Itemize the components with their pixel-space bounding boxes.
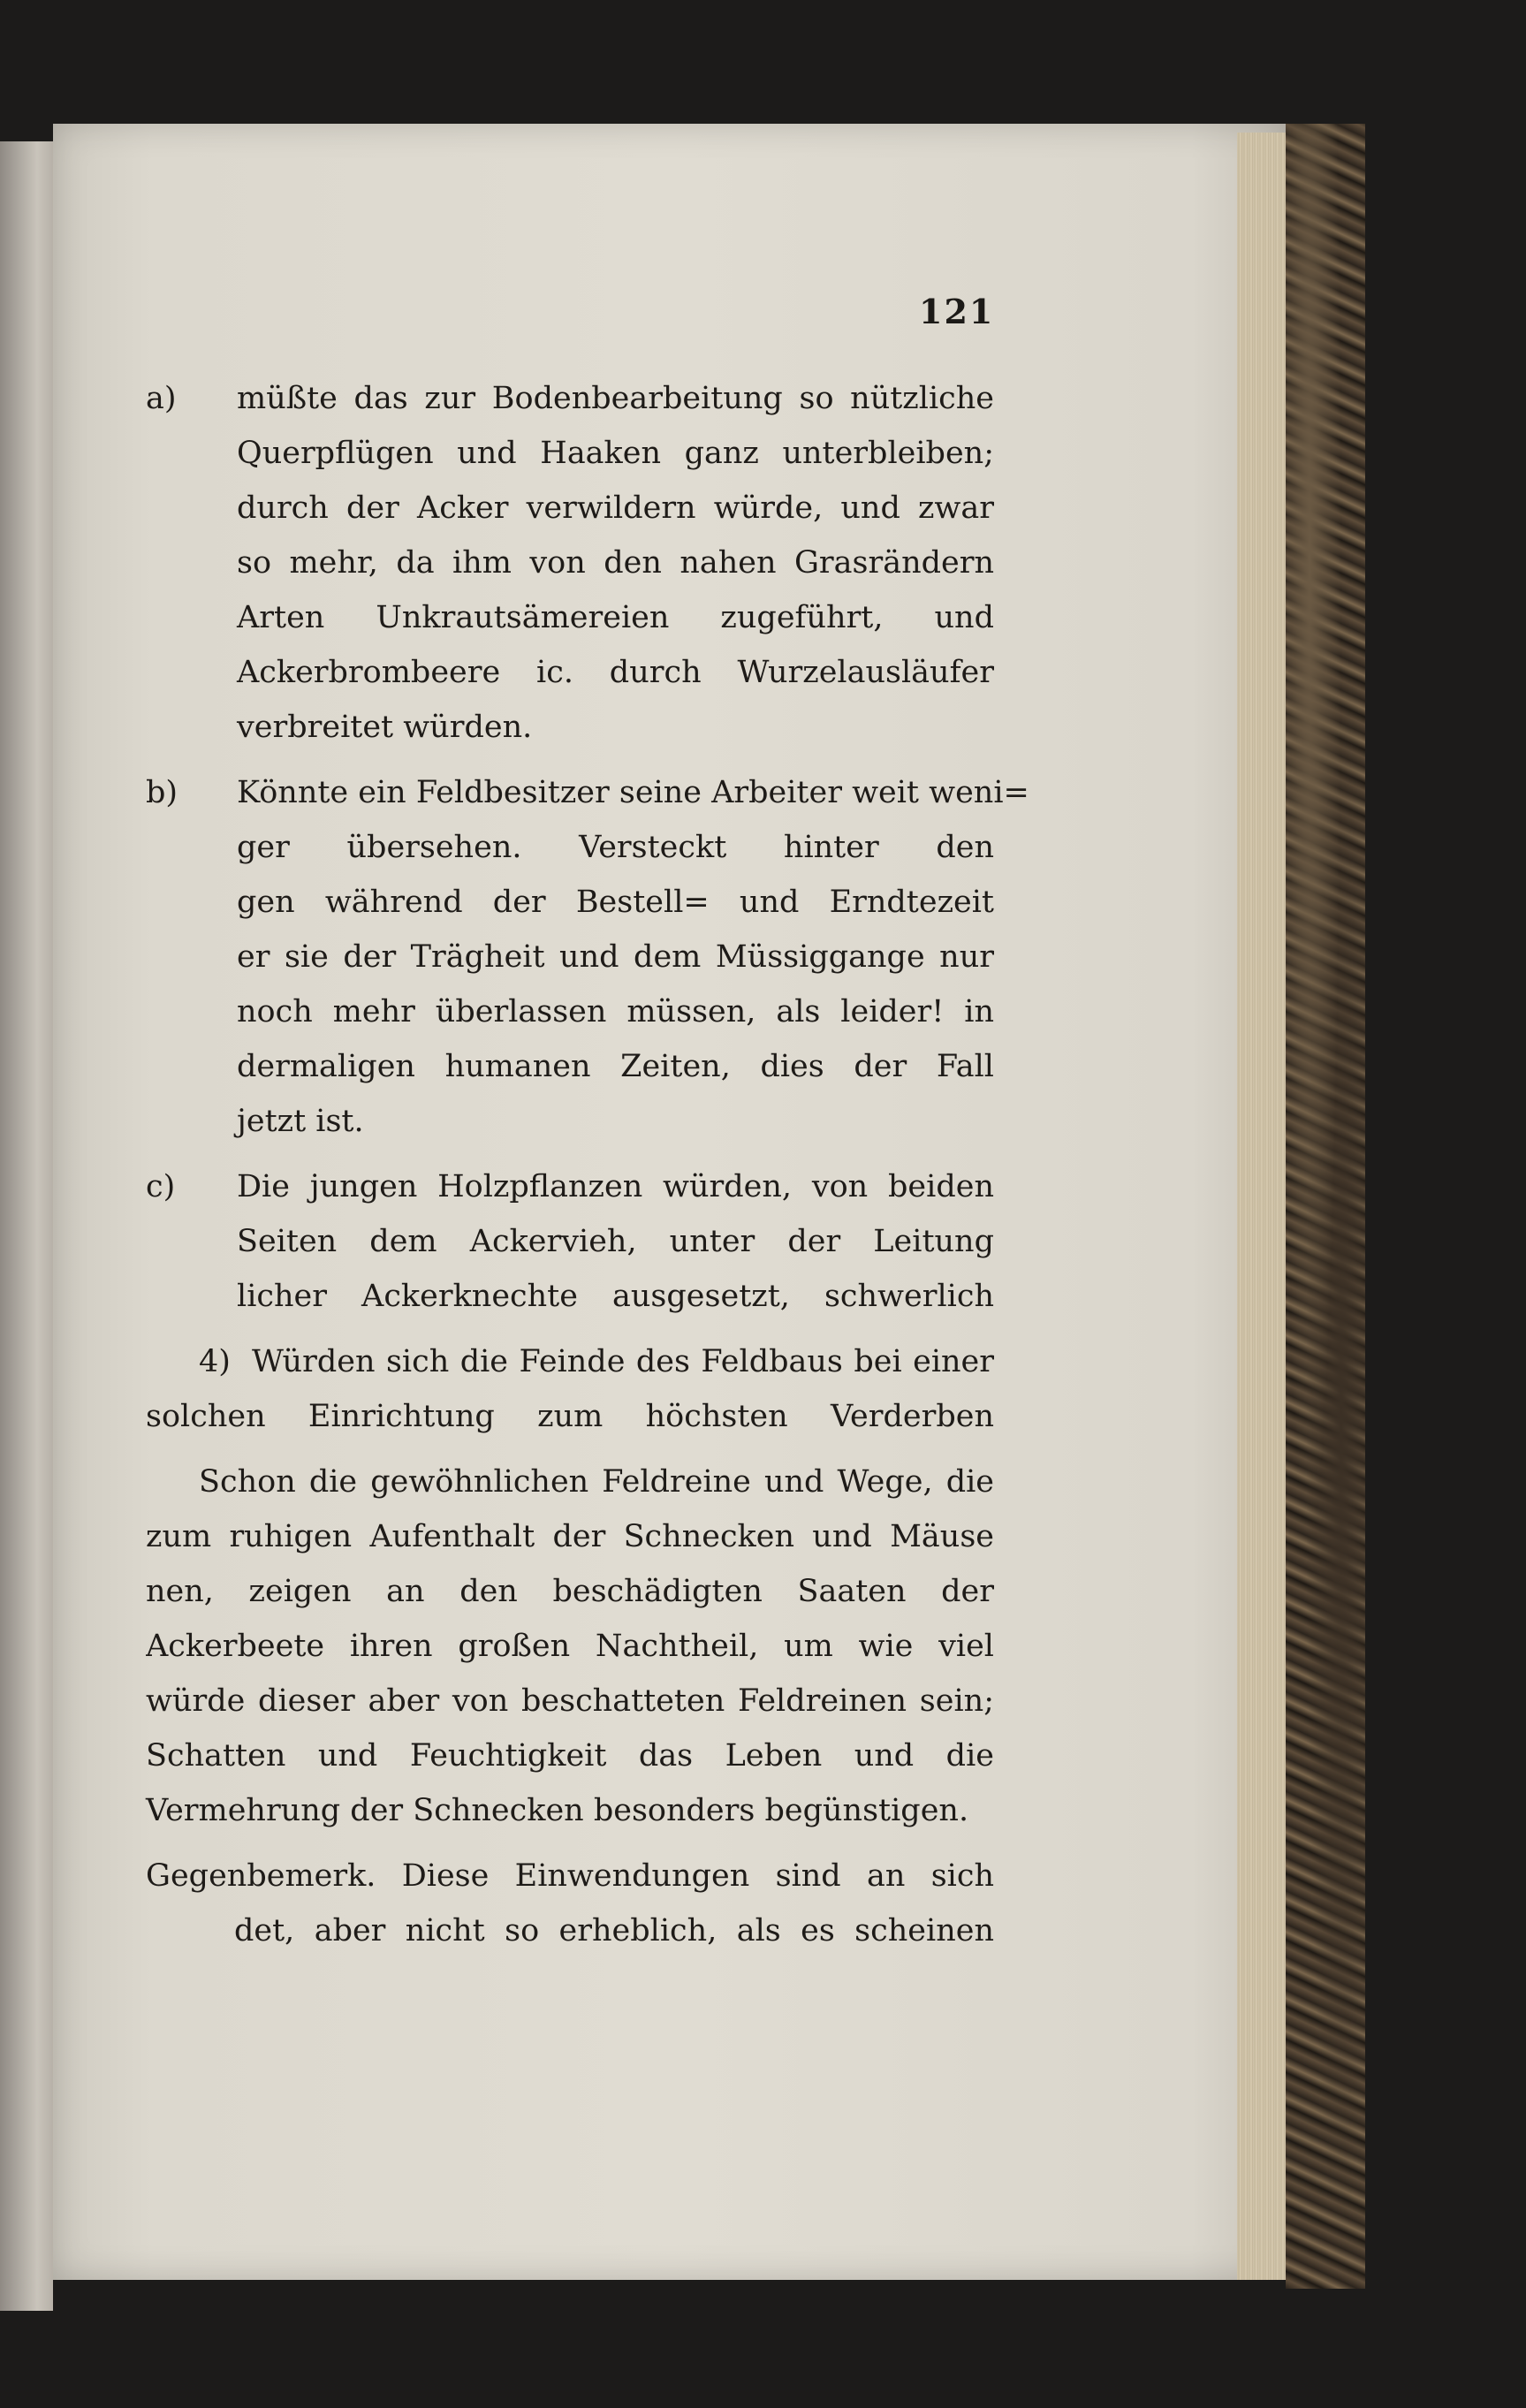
remark-first-line: Gegenbemerk. Diese Einwendungen sind an sich	[146, 1858, 994, 1894]
item-label: a)	[146, 381, 177, 416]
remark-second-line: det, aber nicht so erheblich, als es scheinen	[234, 1913, 994, 1948]
item-label: b)	[146, 775, 178, 810]
marbled-cover	[1286, 124, 1365, 2289]
text-line: solchen Einrichtung zum höchsten Verderben	[146, 1399, 994, 1434]
point-label: 4)	[199, 1344, 231, 1379]
text-line: Seiten dem Ackervieh, unter der Leitung	[237, 1224, 994, 1259]
text-line: er sie der Trägheit und dem Müssiggange nur	[237, 939, 994, 975]
item-a-first-line	[146, 371, 994, 426]
paragraph-first-line: Schon die gewöhnlichen Feldreine und Wege, die	[199, 1464, 994, 1500]
text-line: Würden sich die Feinde des Feldbaus bei einer	[252, 1344, 994, 1379]
text-line: Querpflügen und Haaken ganz unterbleiben;	[237, 436, 994, 471]
text-line: verbreitet würden.	[237, 710, 533, 745]
text-line: Ackerbeete ihren großen Nachtheil, um wie viel	[146, 1629, 994, 1664]
item-label: c)	[146, 1169, 176, 1204]
point-4-first-line	[146, 1334, 994, 1389]
text-line: Könnte ein Feldbesitzer seine Arbeiter weit weni=	[237, 775, 1029, 810]
text-line: Die jungen Holzpflanzen würden, von beiden	[237, 1169, 994, 1204]
text-line: Arten Unkrautsämereien zugeführt, und	[237, 600, 994, 635]
text-line: licher Ackerknechte ausgesetzt, schwerlich	[237, 1279, 994, 1314]
item-b-first-line	[146, 765, 1029, 820]
page-text	[146, 371, 1029, 1958]
text-line: dermaligen humanen Zeiten, dies der Fall	[237, 1049, 994, 1084]
text-line: würde dieser aber von beschatteten Feldreinen sein;	[146, 1683, 994, 1719]
left-page-edge	[0, 141, 53, 2311]
text-line: noch mehr überlassen müssen, als leider! in	[237, 994, 994, 1029]
text-line: müßte das zur Bodenbearbeitung so nützliche	[237, 381, 994, 416]
text-line: Vermehrung der Schnecken besonders begünstigen.	[146, 1793, 969, 1828]
item-c-first-line	[146, 1159, 994, 1214]
text-line: gen während der Bestell= und Erndtezeit	[237, 885, 994, 920]
text-line: ger übersehen. Versteckt hinter den	[237, 830, 994, 865]
text-line: nen, zeigen an den beschädigten Saaten der	[146, 1574, 994, 1609]
text-line: zum ruhigen Aufenthalt der Schnecken und Mäuse	[146, 1519, 994, 1554]
text-line: so mehr, da ihm von den nahen Grasrändern	[237, 545, 994, 581]
text-line: Schatten und Feuchtigkeit das Leben und die	[146, 1738, 994, 1774]
text-line: durch der Acker verwildern würde, und zwar	[237, 490, 994, 526]
text-line: jetzt ist.	[237, 1104, 364, 1139]
page-edges	[1237, 133, 1290, 2280]
page-number: 121	[919, 292, 995, 331]
text-line: Ackerbrombeere ic. durch Wurzelausläufer	[237, 655, 994, 690]
